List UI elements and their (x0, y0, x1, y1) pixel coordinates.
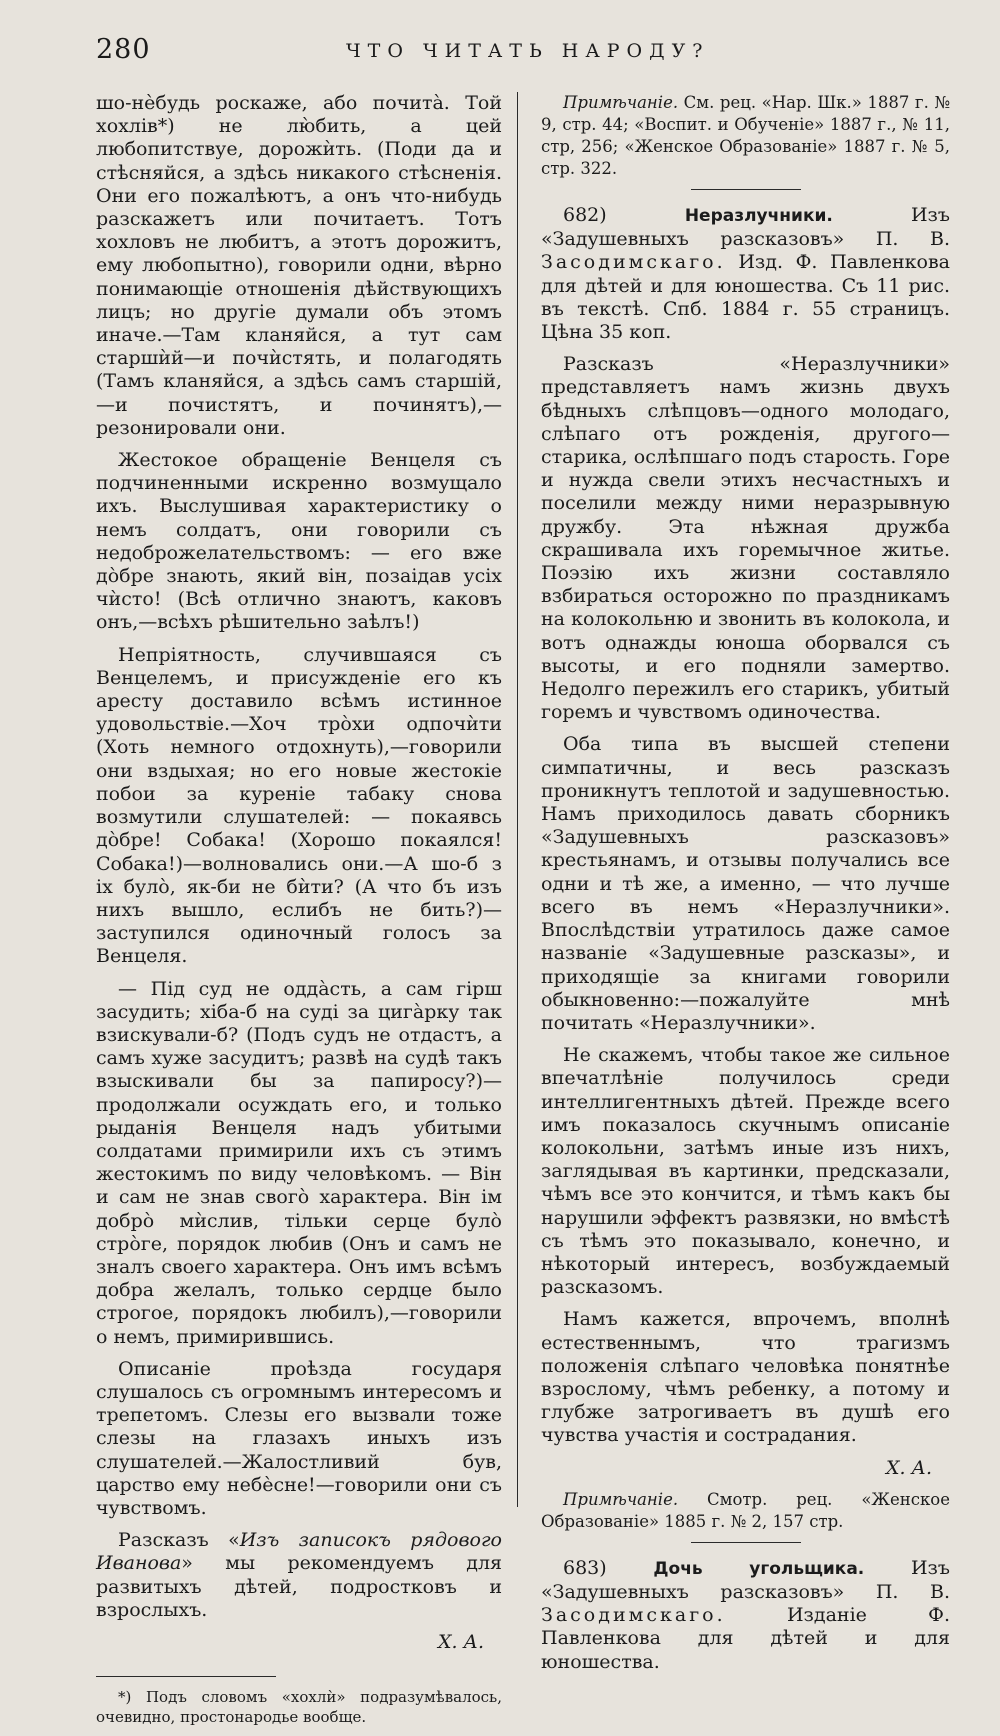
signature: Х. А. (437, 1631, 484, 1653)
recommendation-paragraph (96, 1529, 502, 1622)
footnote: *) Подъ словомъ «хохлѝ» подразумѣвалось, очевидно, простонародье вообще. (96, 1688, 502, 1727)
text-fragment: » мы рекомендуемъ для развитыхъ дѣтей, подростковъ и взрослыхъ. (96, 1552, 502, 1621)
paragraph: Оба типа въ высшей степени симпатичны, и весь разсказъ проникнутъ теплотой и задушевностью. Намъ приходилось давать сборникъ «Задушевныхъ разсказовъ» крестьянамъ, и отзывы получались все одни и тѣ же, а именно, — что лучше всего въ немъ «Неразлучники». Впослѣдствіи утратилось даже самое названіе «Задушевные разсказы», и приходящіе за книгами говорили обыкновенно:—пожалуйте мнѣ почитать «Неразлучники». (541, 733, 950, 1034)
book-title: Изъ записокъ рядового Иванова (96, 1529, 502, 1575)
page-header (96, 34, 948, 74)
entry-number: 682) (563, 204, 685, 226)
note-lead: Примѣчаніе. (563, 1489, 679, 1509)
note-lead: Примѣчаніе. (563, 93, 679, 112)
entry-author: Засодимскаго. (541, 1604, 726, 1627)
paragraph: Описаніе проѣзда государя слушалось съ огромнымъ интересомъ и трепетомъ. Слезы его вызвали тоже слезы на глазахъ иныхъ изъ слушателей.—Жалостливий був, царство ему небѐсне!—говорили они съ чувствомъ. (96, 1357, 502, 1519)
signature: Х. А. (885, 1456, 932, 1479)
section-divider (691, 189, 801, 190)
page-number: 280 (96, 34, 151, 65)
text-fragment: Изданіе Ф. Павленкова для дѣтей и для юношества. (541, 1604, 950, 1673)
entry-heading (541, 204, 950, 344)
paragraph: Непріятность, случившаяся съ Венцелемъ, и присужденіе его къ аресту доставило всѣмъ истинное удовольствіе.—Хоч трòхи одпочѝти (Хоть немного отдохнуть),—говорили они вздыхая; но его новые жестокіе побои за куреніе табаку снова возмутили слушателей: — покаявсь дòбре! Собака! (Хорошо покаялся! Собака!)—волновались они.—А шо-б з іх булò, як-би не бѝти? (А что бъ изъ нихъ вышло, еслибъ не бить?)—заступился одиночный голосъ за Венцеля. (96, 643, 502, 968)
entry-heading (541, 1557, 950, 1674)
left-column (96, 92, 502, 1736)
footnote-divider (96, 1676, 276, 1677)
running-title: ЧТО ЧИТАТЬ НАРОДУ? (346, 40, 710, 62)
text-fragment: Изъ «Задушевныхъ разсказовъ» П. В. (541, 1556, 951, 1603)
note (541, 92, 950, 180)
paragraph: Не скажемъ, чтобы такое же сильное впечатлѣніе получилось среди интеллигентныхъ дѣтей. Прежде всего имъ показалось скучнымъ описаніе колокольни, затѣмъ иные изъ нихъ, заглядывая въ картинки, предсказали, чѣмъ все это кончится, и тѣмъ какъ бы нарушили эффектъ развязки, но вмѣстѣ съ тѣмъ это показывало, конечно, и нѣкоторый интересъ, возбуждаемый разсказомъ. (541, 1044, 950, 1299)
text-fragment: Разсказъ « (118, 1529, 240, 1552)
note-text: Смотр. рец. «Женское Образованіе» 1885 г. № 2, 157 стр. (541, 1489, 950, 1531)
paragraph: Намъ кажется, впрочемъ, вполнѣ естественнымъ, что трагизмъ положенія слѣпаго человѣка понятнѣе взрослому, чѣмъ ребенку, а потому и глубже затрогиваетъ въ душѣ его чувства участія и сострадания. (541, 1308, 950, 1447)
paragraph: шо-нѐбудь роскаже, або почитà. Той хохлів*) не лю̀бить, а цей любопитствуе, дорожѝть. (Поди да и стѣсняйся, а здѣсь никакого стѣсненія. Они его пожалѣютъ, а онъ что-нибудь разскажетъ или почитаетъ. Тотъ хохловъ не любитъ, а этотъ дорожитъ, ему любопытно), говорили одни, вѣрно понимающіе отношенія дѣйствующихъ лицъ; но другіе думали объ этомъ иначе.—Там кланяйся, а тут сам старшѝй—и почѝстять, и полагодять (Тамъ кланяйся, а здѣсь самъ старшій,—и почистятъ, и починятъ),—резонировали они. (96, 92, 502, 439)
section-divider (691, 1542, 801, 1543)
note (541, 1489, 950, 1533)
entry-title: Неразлучники. (684, 206, 833, 226)
paragraph: Разсказъ «Неразлучники» представляетъ намъ жизнь двухъ бѣдныхъ слѣпцовъ—одного молодаго, слѣпаго отъ рожденія, другого—старика, ослѣпшаго подъ старость. Горе и нужда свели этихъ несчастныхъ и поселили между ними неразрывную дружбу. Эта нѣжная дружба скрашивала ихъ горемычное житье. Поэзію ихъ жизни составляло взбираться осторожно по праздникамъ на колокольню и звонить въ колокола, и вотъ однажды юноша оборвался съ высоты, и его подняли замертво. Недолго пережилъ его старикъ, убитый горемъ и чувствомъ одиночества. (541, 353, 950, 724)
note-text: См. рец. «Нар. Шк.» 1887 г. № 9, стр. 44; «Воспит. и Обученіе» 1887 г., № 11, стр, 256; «Женское Образованіе» 1887 г. № 5, стр. 322. (541, 93, 950, 178)
column-divider (517, 92, 518, 1507)
text-fragment: Изъ «Задушевныхъ разсказовъ» П. В. (541, 204, 951, 251)
entry-number: 683) (563, 1556, 654, 1579)
text-fragment: Изд. Ф. Павленкова для дѣтей и для юношества. Съ 11 рис. въ текстѣ. Спб. 1884 г. 55 страницъ. Цѣна 35 коп. (541, 251, 950, 344)
entry-title: Дочь угольщика. (653, 1558, 865, 1579)
entry-author: Засодимскаго. (541, 251, 726, 274)
paragraph: — Під суд не оддàсть, а сам гірш засудить; хіба-б на суді за цигàрку так взискували-б? (Подъ судъ не отдастъ, а самъ хуже засудитъ; развѣ на судѣ такъ взыскивали бы за папиросу?)—продолжали осуждать его, и только рыданія Венцеля надъ убитыми солдатами примирили ихъ съ этимъ жестокимъ по виду человѣкомъ. — Він и сам не знав свогò характера. Він ім добрò мѝслив, тільки серце булò стрòге, порядок любив (Онъ и самъ не зналъ своего характера. Онъ имъ всѣмъ добра желалъ, только сердце было строгое, порядокъ любилъ),—говорили о немъ, примирившись. (96, 977, 502, 1348)
right-column (541, 92, 950, 1683)
paragraph: Жестокое обращеніе Венцеля съ подчиненными искренно возмущало ихъ. Выслушивая характеристику о немъ солдатъ, они говорили съ недоброжелательствомъ: — его вже дòбре знають, який він, позаідав усіх чѝсто! (Всѣ отлично знаютъ, каковъ онъ,—всѣхъ рѣшительно заѣлъ!) (96, 449, 502, 634)
